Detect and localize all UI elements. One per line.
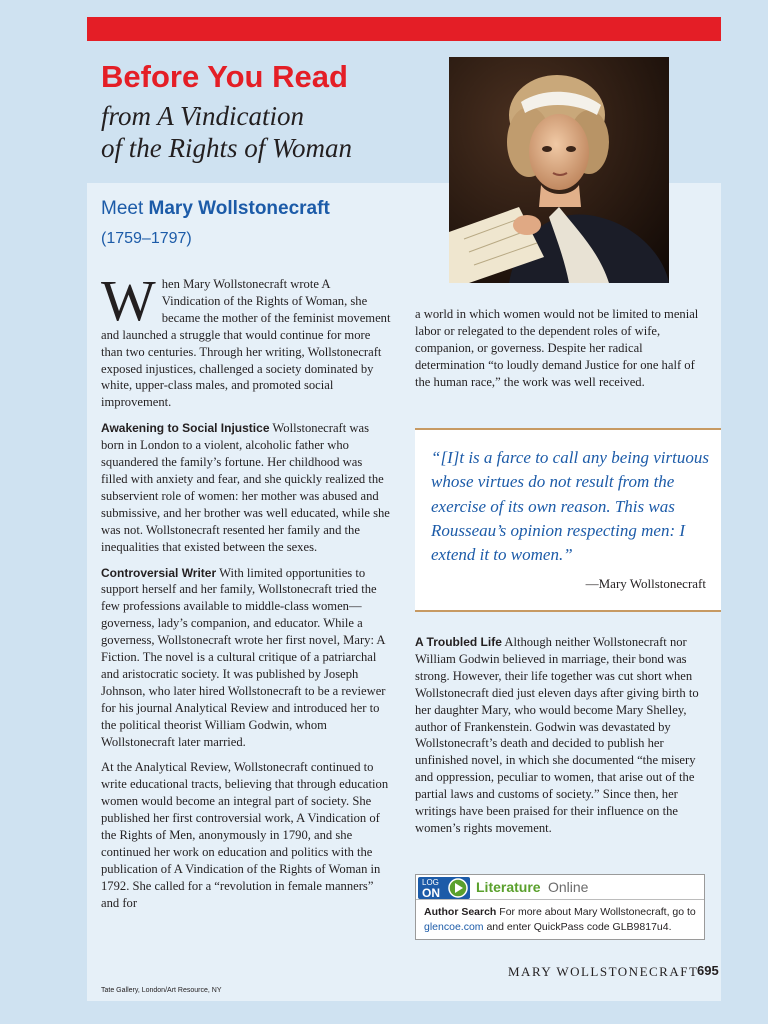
drop-cap: W [101, 268, 156, 333]
page-number: 695 [697, 963, 719, 978]
page-title: Before You Read [101, 59, 348, 94]
injustice-heading: Awakening to Social Injustice [101, 421, 270, 436]
continued-paragraph: a world in which women would not be limited to menial labor or relegated to the dependent roles of wife, companion, or governess. Despite her radical determination “to loudly demand Justice for one half of the human race,” the work was well received. [415, 307, 699, 389]
selection-title-line1: from A Vindication [101, 101, 305, 131]
writer-paragraph [101, 565, 391, 751]
literature-online-box [415, 874, 705, 940]
photo-credit: Tate Gallery, London/Art Resource, NY [101, 987, 222, 994]
pull-quote-attribution: —Mary Wollstonecraft [585, 576, 706, 591]
author-search-label: Author Search [424, 906, 497, 918]
author-search-text-1: For more about Mary Wollstonecraft, go to [499, 906, 696, 918]
pull-quote-text: “[I]t is a farce to call any being virtuous whose virtues do not result from the exercise of its own reason. This was Rousseau’s opinion respecting men: I extend it to women.” [431, 448, 709, 565]
author-search-text [424, 905, 700, 935]
logon-header [416, 875, 704, 900]
glencoe-link[interactable]: glencoe.com [424, 921, 484, 933]
injustice-paragraph [101, 420, 391, 555]
troubled-life-paragraph [415, 634, 707, 846]
logon-log-text: LOG [422, 878, 439, 887]
biography-left-column [101, 268, 391, 921]
running-head: MARY WOLLSTONECRAFT [508, 964, 699, 979]
logon-badge [418, 877, 470, 899]
troubled-text: Although neither Wollstonecraft nor William Godwin believed in marriage, their bond was strong. However, their life together was cut short when Wollstonecraft died just eleven days after giving birth to her daughter Mary, who would become Mary Shelley, author of Frankenstein. Godwin was devastated by Wollstonecraft’s death and decided to publish her unfinished novel, in which she documented “the misery and oppression, peculiar to women, that arise out of the partial laws and customs of society.” Since then, her writings have been praised for their influence on the women’s rights movement. [415, 635, 699, 835]
title-block [101, 58, 431, 164]
writer-text: With limited opportunities to support herself and her family, Wollstonecraft tried the few professions available to middle-class women—governess, lady’s companion, and educator. While a governess, Wollstonecraft wrote her first novel, Mary: A Fiction. The novel is a cultural critique of a patriarchal and aristocratic society. It was published by Joseph Johnson, who later hired Wollstonecraft to be a reviewer for his journal Analytical Review and introduced her to the political theorist William Godwin, whom Wollstonecraft later married. [101, 565, 386, 749]
play-arrow-icon [448, 878, 468, 898]
writer-heading: Controversial Writer [101, 565, 217, 580]
meet-prefix: Meet [101, 198, 144, 219]
author-search-text-2: and enter QuickPass code GLB9817u4. [486, 921, 672, 933]
header-red-bar [87, 17, 721, 41]
logon-on-text: ON [422, 886, 440, 900]
troubled-heading: A Troubled Life [415, 635, 502, 649]
author-years: (1759–1797) [101, 230, 192, 247]
pull-quote-box [415, 428, 721, 612]
intro-text: hen Mary Wollstonecraft wrote A Vindication of the Rights of Woman, she became the mother of the feminist movement and launched a struggle that would continue for more than two centuries. Through her writing, Wollstonecraft exposed injustices, challenged a society dominated by white, upper-class males, and promoted social improvement. [101, 277, 391, 410]
author-name: Mary Wollstonecraft [148, 198, 330, 219]
injustice-text: Wollstonecraft was born in London to a violent, alcoholic father who squandered the family’s fortune. Her childhood was filled with anxiety and fear, and she quickly realized the subservient role of women: her mother was abused and submissive, and her brother was well educated, while she was not. Wollstonecraft resented her family and the inequalities that existed between the sexes. [101, 421, 390, 554]
portrait-painting-image [449, 57, 669, 283]
intro-paragraph [101, 268, 391, 411]
selection-title-line2: of the Rights of Woman [101, 133, 353, 163]
literature-label: Literature [476, 879, 541, 895]
review-paragraph: At the Analytical Review, Wollstonecraft continued to write educational tracts, believing that through education women would become an integral part of society. She published her first controversial work, A Vindication of the Rights of Men, anonymously in 1790, and she continued her work on education and politics with the publication of A Vindication of the Rights of Woman in 1792. She called for a “revolution in female manners” and for [101, 760, 389, 910]
online-label: Online [548, 879, 589, 895]
meet-author-heading [101, 198, 330, 220]
